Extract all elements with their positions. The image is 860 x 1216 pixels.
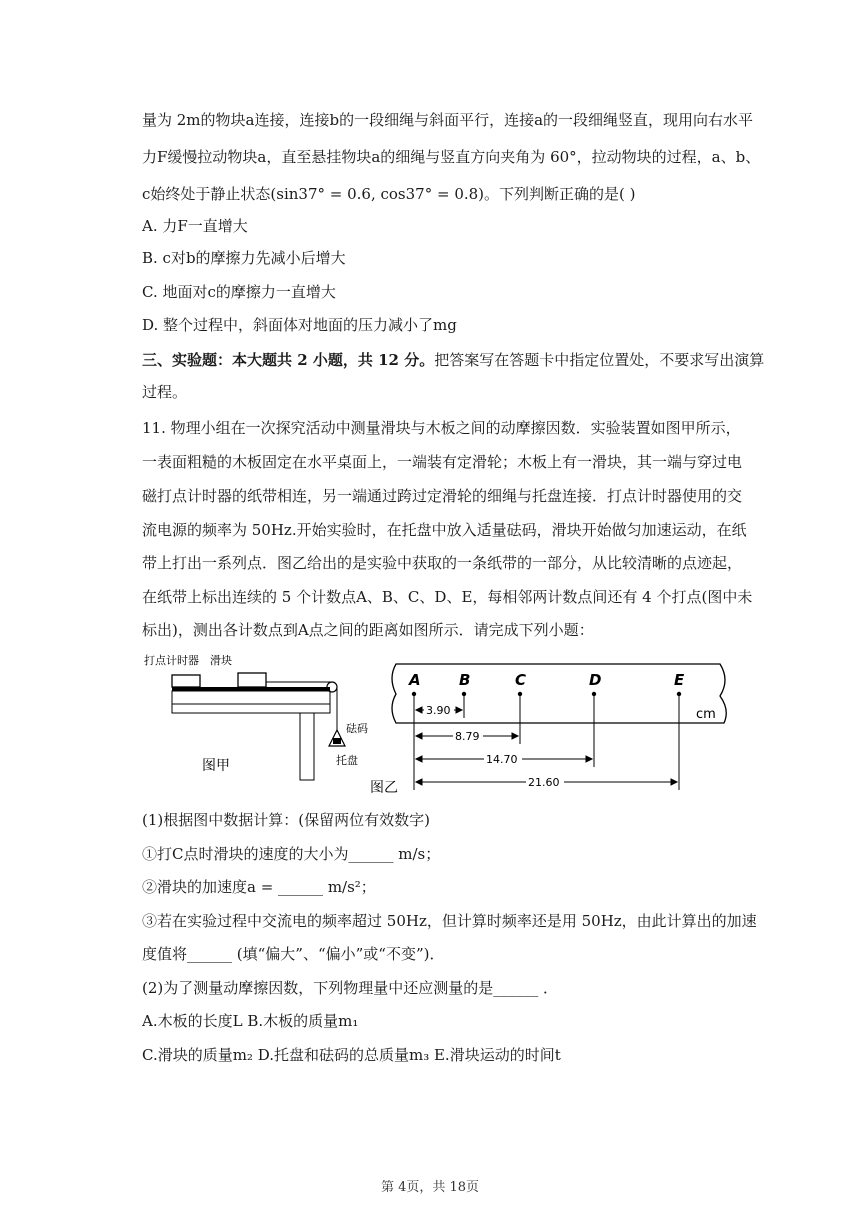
q10-text-line-3: c始终处于静止状态(sin37° = 0.6, cos37° = 0.8)。下列判断正确的是( )	[142, 185, 636, 203]
q11-sub-1c-line-2: 度值将______ (填“偏大”、“偏小”或“不变”)．	[142, 945, 445, 963]
arrowhead-ad-left	[416, 756, 422, 762]
q11-sub-1b: ②滑块的加速度a = ______ m/s²；	[142, 878, 376, 896]
q10-option-d: D. 整个过程中，斜面体对地面的压力减小了mg	[142, 316, 457, 334]
point-e-label: E	[674, 671, 685, 689]
distance-ad-label: 14.70	[486, 753, 518, 766]
q11-text-line-5: 带上打出一系列点．图乙给出的是实验中获取的一条纸带的一部分，从比较清晰的点迹起，	[142, 554, 743, 572]
arrowhead-ae-right	[671, 779, 677, 785]
section-heading-bold: 三、实验题：本大题共 2 小题，共 12 分。	[142, 351, 435, 369]
slider-label: 滑块	[210, 654, 232, 667]
q11-sub-2: (2)为了测量动摩擦因数，下列物理量中还应测量的是______ ．	[142, 979, 559, 997]
q11-sub-2-options-1: A.木板的长度L B.木板的质量m₁	[142, 1012, 359, 1030]
slider-block	[238, 673, 266, 687]
q10-option-b: B. c对b的摩擦力先减小后增大	[142, 249, 346, 267]
experiment-figures	[140, 650, 740, 800]
timer-label: 打点计时器	[144, 654, 199, 667]
arrowhead-ac-right	[512, 733, 518, 739]
timer-block	[172, 675, 200, 687]
point-c-label: C	[515, 671, 527, 689]
point-d-label: D	[589, 671, 602, 689]
weight-label: 砝码	[346, 722, 368, 735]
q10-option-c: C. 地面对c的摩擦力一直增大	[142, 283, 336, 301]
q11-text-line-3: 磁打点计时器的纸带相连，另一端通过跨过定滑轮的细绳与托盘连接．打点计时器使用的交	[142, 487, 743, 505]
q10-option-a: A. 力F一直增大	[142, 217, 248, 235]
figure-yi-caption: 图乙	[370, 780, 398, 796]
wood-board	[172, 691, 330, 704]
q11-text-line-2: 一表面粗糙的木板固定在水平桌面上，一端装有定滑轮；木板上有一滑块，其一端与穿过电	[142, 453, 743, 471]
section-heading-line-2: 过程。	[142, 383, 188, 401]
figure-jia-caption: 图甲	[202, 758, 230, 774]
arrowhead-ad-right	[586, 756, 592, 762]
arrowhead-ac-left	[416, 733, 422, 739]
figure-jia	[144, 653, 368, 780]
tray-label: 托盘	[336, 754, 358, 767]
tape-unit: cm	[696, 707, 716, 722]
q11-text-line-7: 标出)，测出各计数点到A点之间的距离如图所示．请完成下列小题：	[142, 621, 594, 639]
q10-text-line-1: 量为 2m的物块a连接，连接b的一段细绳与斜面平行，连接a的一段细绳竖直，现用向右水平	[142, 111, 754, 129]
q11-sub-2-options-2: C.滑块的质量m₂ D.托盘和砝码的总质量m₃ E.滑块运动的时间t	[142, 1046, 561, 1064]
table-top	[172, 704, 330, 713]
paper-tape	[172, 687, 330, 691]
q11-sub-1a: ①打C点时滑块的速度的大小为______ m/s；	[142, 845, 441, 863]
q11-text-line-4: 流电源的频率为 50Hz.开始实验时，在托盘中放入适量砝码，滑块开始做匀加速运动，在纸	[142, 521, 747, 539]
point-a-label: A	[409, 671, 421, 689]
arrowhead-ae-left	[416, 779, 422, 785]
point-b-label: B	[459, 671, 471, 689]
section-heading-rest: 把答案写在答题卡中指定位置处，不要求写出演算	[434, 351, 765, 369]
q11-sub-1: (1)根据图中数据计算：(保留两位有效数字)	[142, 811, 430, 829]
distance-ae-label: 21.60	[528, 776, 560, 789]
distance-ab-label: 3.90	[426, 704, 451, 717]
q11-text-line-1: 11. 物理小组在一次探究活动中测量滑块与木板之间的动摩擦因数．实验装置如图甲所示，	[142, 419, 741, 437]
q11-sub-1c-line-1: ③若在实验过程中交流电的频率超过 50Hz，但计算时频率还是用 50Hz，由此计算出的加速	[142, 912, 757, 930]
page-footer: 第 4页，共 18页	[380, 1180, 480, 1195]
weight-icon	[333, 738, 341, 744]
distance-ac-label: 8.79	[455, 730, 480, 743]
section-heading	[142, 350, 764, 370]
figure-yi	[370, 664, 726, 796]
q11-text-line-6: 在纸带上标出连续的 5 个计数点A、B、C、D、E，每相邻两计数点间还有 4 个打点(图中未	[142, 588, 753, 606]
table-leg	[300, 713, 314, 780]
q10-text-line-2: 力F缓慢拉动物块a，直至悬挂物块a的细绳与竖直方向夹角为 60°，拉动物块的过程，a、b、	[142, 148, 761, 166]
